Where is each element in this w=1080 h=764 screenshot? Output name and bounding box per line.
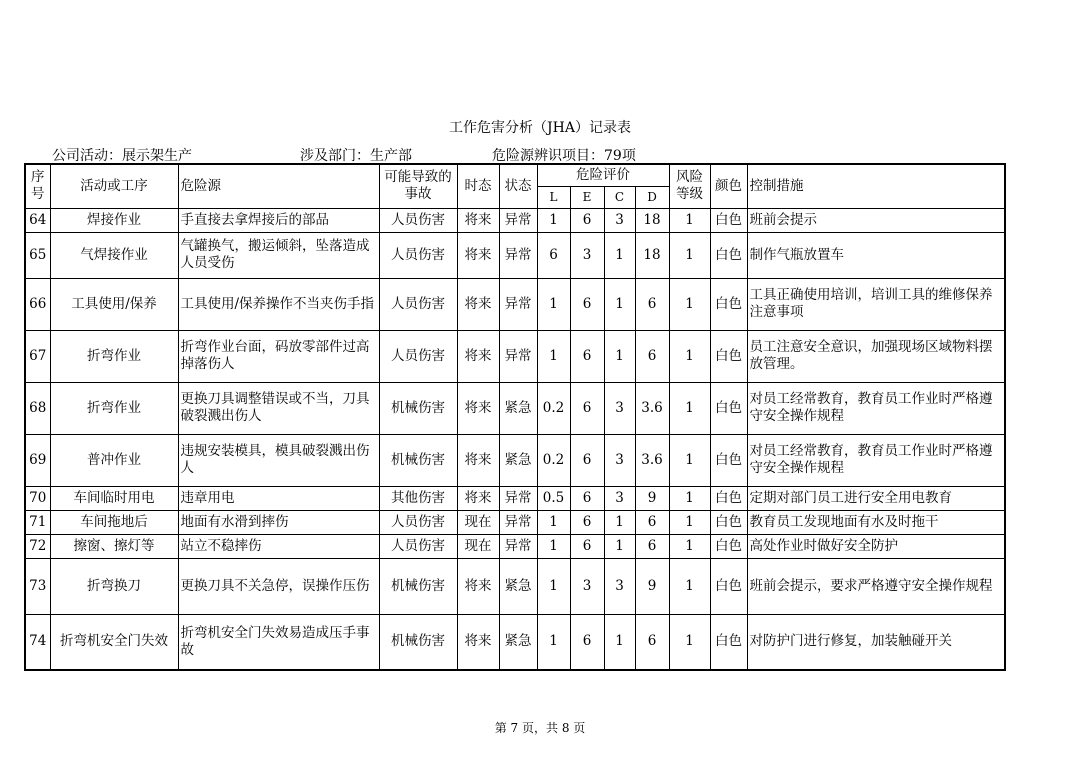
- cell-E: 3: [570, 558, 604, 614]
- cell-D: 6: [635, 330, 669, 382]
- header-E: E: [570, 186, 604, 208]
- cell-D: 6: [635, 510, 669, 534]
- cell-L: 1: [537, 558, 570, 614]
- table-row: [25, 486, 1005, 510]
- table-row: [25, 278, 1005, 330]
- cell-accident: 人员伤害: [379, 232, 457, 278]
- cell-E: 6: [570, 434, 604, 486]
- cell-seq: 65: [25, 232, 50, 278]
- cell-C: 1: [604, 330, 635, 382]
- header-accident: 可能导致的事故: [379, 164, 457, 208]
- cell-activity: 折弯换刀: [50, 558, 178, 614]
- cell-accident: 机械伤害: [379, 382, 457, 434]
- cell-tense: 将来: [457, 558, 499, 614]
- cell-D: 6: [635, 614, 669, 670]
- cell-color: 白色: [710, 614, 747, 670]
- cell-C: 3: [604, 208, 635, 232]
- cell-state: 异常: [499, 510, 537, 534]
- cell-D: 9: [635, 486, 669, 510]
- cell-activity: 折弯作业: [50, 382, 178, 434]
- table-row: [25, 232, 1005, 278]
- cell-hazard: 手直接去拿焊接后的部品: [178, 208, 379, 232]
- cell-tense: 将来: [457, 232, 499, 278]
- cell-L: 1: [537, 278, 570, 330]
- cell-state: 紧急: [499, 558, 537, 614]
- cell-seq: 71: [25, 510, 50, 534]
- cell-seq: 72: [25, 534, 50, 558]
- cell-seq: 69: [25, 434, 50, 486]
- cell-E: 6: [570, 278, 604, 330]
- cell-accident: 人员伤害: [379, 510, 457, 534]
- cell-C: 3: [604, 382, 635, 434]
- cell-state: 异常: [499, 534, 537, 558]
- header-L: L: [537, 186, 570, 208]
- cell-C: 1: [604, 232, 635, 278]
- cell-risk-level: 1: [669, 330, 710, 382]
- table-row: [25, 534, 1005, 558]
- cell-C: 1: [604, 510, 635, 534]
- cell-accident: 人员伤害: [379, 534, 457, 558]
- cell-C: 3: [604, 558, 635, 614]
- cell-C: 3: [604, 434, 635, 486]
- cell-risk-level: 1: [669, 486, 710, 510]
- header-control: 控制措施: [747, 164, 1005, 208]
- cell-color: 白色: [710, 510, 747, 534]
- cell-L: 1: [537, 330, 570, 382]
- cell-E: 6: [570, 614, 604, 670]
- cell-hazard: 违规安装模具，模具破裂溅出伤人: [178, 434, 379, 486]
- header-row: [25, 164, 1005, 186]
- cell-L: 1: [537, 534, 570, 558]
- cell-risk-level: 1: [669, 558, 710, 614]
- cell-risk-level: 1: [669, 614, 710, 670]
- cell-control: 对员工经常教育，教育员工作业时严格遵守安全操作规程: [747, 434, 1005, 486]
- cell-color: 白色: [710, 558, 747, 614]
- cell-C: 3: [604, 486, 635, 510]
- cell-tense: 将来: [457, 434, 499, 486]
- table-row: [25, 558, 1005, 614]
- cell-accident: 人员伤害: [379, 208, 457, 232]
- cell-E: 3: [570, 232, 604, 278]
- header-risk-level: 风险等级: [669, 164, 710, 208]
- cell-hazard: 站立不稳摔伤: [178, 534, 379, 558]
- company-activity: 公司活动：展示架生产: [52, 148, 192, 164]
- cell-risk-level: 1: [669, 534, 710, 558]
- cell-accident: 机械伤害: [379, 614, 457, 670]
- cell-activity: 折弯机安全门失效: [50, 614, 178, 670]
- cell-accident: 人员伤害: [379, 330, 457, 382]
- cell-color: 白色: [710, 382, 747, 434]
- cell-tense: 将来: [457, 208, 499, 232]
- cell-E: 6: [570, 382, 604, 434]
- cell-color: 白色: [710, 232, 747, 278]
- cell-control: 工具正确使用培训，培训工具的维修保养注意事项: [747, 278, 1005, 330]
- cell-L: 6: [537, 232, 570, 278]
- cell-D: 6: [635, 278, 669, 330]
- cell-color: 白色: [710, 534, 747, 558]
- cell-activity: 工具使用/保养: [50, 278, 178, 330]
- cell-tense: 将来: [457, 486, 499, 510]
- cell-hazard: 工具使用/保养操作不当夹伤手指: [178, 278, 379, 330]
- cell-tense: 现在: [457, 534, 499, 558]
- cell-C: 1: [604, 614, 635, 670]
- cell-state: 紧急: [499, 614, 537, 670]
- table-row: [25, 208, 1005, 232]
- cell-activity: 擦窗、擦灯等: [50, 534, 178, 558]
- cell-seq: 73: [25, 558, 50, 614]
- table-row: [25, 434, 1005, 486]
- cell-E: 6: [570, 510, 604, 534]
- document-title: 工作危害分析（JHA）记录表: [449, 120, 631, 136]
- cell-activity: 焊接作业: [50, 208, 178, 232]
- cell-risk-level: 1: [669, 278, 710, 330]
- department: 涉及部门：生产部: [300, 148, 412, 164]
- cell-seq: 66: [25, 278, 50, 330]
- cell-seq: 64: [25, 208, 50, 232]
- jha-table: [24, 163, 1006, 671]
- cell-control: 制作气瓶放置车: [747, 232, 1005, 278]
- cell-tense: 将来: [457, 382, 499, 434]
- cell-hazard: 折弯机安全门失效易造成压手事故: [178, 614, 379, 670]
- cell-accident: 人员伤害: [379, 278, 457, 330]
- cell-D: 3.6: [635, 434, 669, 486]
- header-hazard: 危险源: [178, 164, 379, 208]
- cell-risk-level: 1: [669, 510, 710, 534]
- cell-L: 1: [537, 614, 570, 670]
- cell-L: 0.2: [537, 434, 570, 486]
- cell-C: 1: [604, 278, 635, 330]
- table-body: [25, 208, 1005, 670]
- cell-control: 教育员工发现地面有水及时拖干: [747, 510, 1005, 534]
- cell-hazard: 更换刀具不关急停，误操作压伤: [178, 558, 379, 614]
- cell-control: 对员工经常教育，教育员工作业时严格遵守安全操作规程: [747, 382, 1005, 434]
- cell-D: 18: [635, 232, 669, 278]
- cell-risk-level: 1: [669, 434, 710, 486]
- hazard-item-count: 危险源辨识项目：79项: [492, 148, 636, 164]
- cell-accident: 机械伤害: [379, 558, 457, 614]
- cell-L: 1: [537, 510, 570, 534]
- table-row: [25, 614, 1005, 670]
- cell-seq: 68: [25, 382, 50, 434]
- cell-state: 异常: [499, 208, 537, 232]
- cell-risk-level: 1: [669, 382, 710, 434]
- cell-control: 高处作业时做好安全防护: [747, 534, 1005, 558]
- cell-control: 员工注意安全意识，加强现场区域物料摆放管理。: [747, 330, 1005, 382]
- cell-hazard: 地面有水滑到摔伤: [178, 510, 379, 534]
- header-D: D: [635, 186, 669, 208]
- cell-D: 9: [635, 558, 669, 614]
- cell-seq: 74: [25, 614, 50, 670]
- cell-color: 白色: [710, 208, 747, 232]
- cell-state: 异常: [499, 278, 537, 330]
- cell-D: 3.6: [635, 382, 669, 434]
- header-seq: 序号: [25, 164, 50, 208]
- cell-L: 1: [537, 208, 570, 232]
- header-risk-eval: 危险评价: [537, 164, 669, 186]
- cell-tense: 将来: [457, 278, 499, 330]
- cell-E: 6: [570, 534, 604, 558]
- page-footer: 第 7 页，共 8 页: [494, 721, 586, 735]
- cell-control: 对防护门进行修复，加装触碰开关: [747, 614, 1005, 670]
- table-row: [25, 330, 1005, 382]
- cell-hazard: 折弯作业台面，码放零部件过高掉落伤人: [178, 330, 379, 382]
- cell-hazard: 气罐换气，搬运倾斜，坠落造成人员受伤: [178, 232, 379, 278]
- cell-color: 白色: [710, 330, 747, 382]
- cell-color: 白色: [710, 278, 747, 330]
- cell-color: 白色: [710, 486, 747, 510]
- cell-E: 6: [570, 330, 604, 382]
- cell-control: 班前会提示: [747, 208, 1005, 232]
- cell-seq: 70: [25, 486, 50, 510]
- cell-state: 异常: [499, 486, 537, 510]
- cell-state: 异常: [499, 232, 537, 278]
- cell-risk-level: 1: [669, 208, 710, 232]
- cell-C: 1: [604, 534, 635, 558]
- cell-hazard: 违章用电: [178, 486, 379, 510]
- cell-tense: 现在: [457, 510, 499, 534]
- cell-activity: 车间临时用电: [50, 486, 178, 510]
- cell-activity: 车间拖地后: [50, 510, 178, 534]
- table-row: [25, 510, 1005, 534]
- cell-L: 0.5: [537, 486, 570, 510]
- cell-E: 6: [570, 208, 604, 232]
- cell-D: 18: [635, 208, 669, 232]
- cell-seq: 67: [25, 330, 50, 382]
- cell-risk-level: 1: [669, 232, 710, 278]
- cell-activity: 普冲作业: [50, 434, 178, 486]
- cell-state: 异常: [499, 330, 537, 382]
- cell-L: 0.2: [537, 382, 570, 434]
- cell-accident: 其他伤害: [379, 486, 457, 510]
- cell-control: 班前会提示，要求严格遵守安全操作规程: [747, 558, 1005, 614]
- header-activity: 活动或工序: [50, 164, 178, 208]
- cell-hazard: 更换刀具调整错误或不当，刀具破裂溅出伤人: [178, 382, 379, 434]
- cell-D: 6: [635, 534, 669, 558]
- cell-tense: 将来: [457, 330, 499, 382]
- cell-control: 定期对部门员工进行安全用电教育: [747, 486, 1005, 510]
- cell-state: 紧急: [499, 434, 537, 486]
- header-color: 颜色: [710, 164, 747, 208]
- cell-accident: 机械伤害: [379, 434, 457, 486]
- cell-activity: 折弯作业: [50, 330, 178, 382]
- cell-color: 白色: [710, 434, 747, 486]
- cell-state: 紧急: [499, 382, 537, 434]
- table-row: [25, 382, 1005, 434]
- cell-activity: 气焊接作业: [50, 232, 178, 278]
- cell-tense: 将来: [457, 614, 499, 670]
- header-state: 状态: [499, 164, 537, 208]
- header-C: C: [604, 186, 635, 208]
- cell-E: 6: [570, 486, 604, 510]
- header-tense: 时态: [457, 164, 499, 208]
